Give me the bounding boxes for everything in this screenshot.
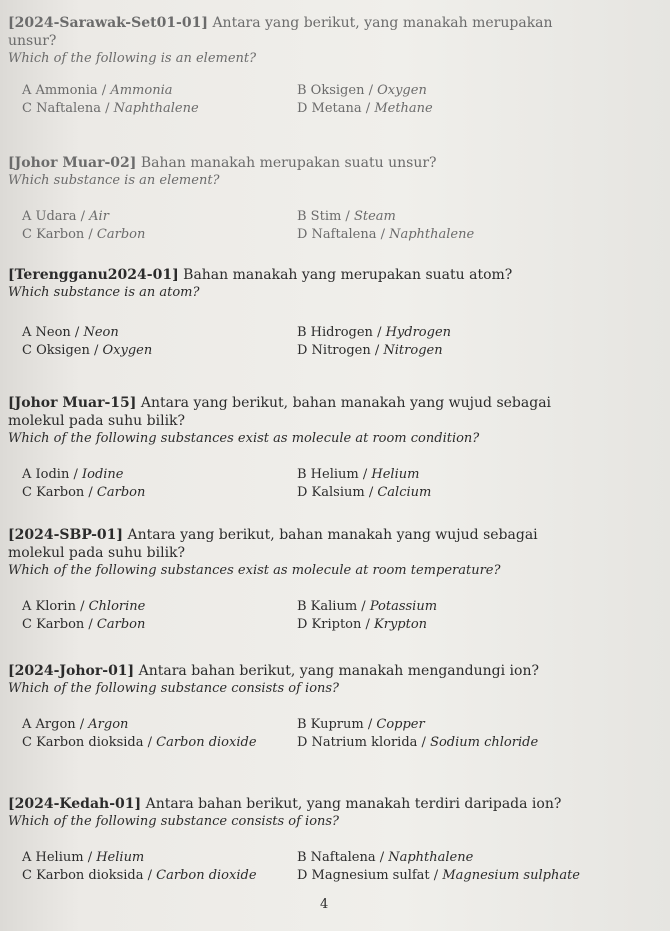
option-a: A Ammonia / Ammonia bbox=[22, 83, 173, 98]
options bbox=[8, 82, 663, 118]
question-text-en: Which of the following is an element? bbox=[8, 51, 257, 66]
option-row bbox=[8, 484, 663, 502]
question-2-stem bbox=[8, 154, 663, 172]
question-text-ms: Bahan manakah merupakan suatu unsur? bbox=[140, 155, 437, 171]
question-tag: [2024-Kedah-01] bbox=[8, 796, 142, 812]
option-b: B Helium / Helium bbox=[297, 467, 420, 482]
question-4-stem bbox=[8, 394, 663, 412]
option-row bbox=[8, 849, 663, 867]
option-row bbox=[8, 82, 663, 100]
option-a: A Iodin / Iodine bbox=[22, 467, 124, 482]
question-text-ms-cont: molekul pada suhu bilik? bbox=[8, 413, 186, 429]
question-text-en: Which of the following substance consists of ions? bbox=[8, 814, 340, 829]
question-tag: [2024-Sarawak-Set01-01] bbox=[8, 15, 208, 31]
option-row bbox=[8, 342, 663, 360]
question-text-ms: Antara yang berikut, bahan manakah yang wujud sebagai bbox=[140, 395, 552, 411]
question-text-en: Which of the following substances exist as molecule at room condition? bbox=[8, 431, 480, 446]
option-row bbox=[8, 716, 663, 734]
question-7-stem bbox=[8, 795, 663, 813]
option-b: B Naftalena / Naphthalene bbox=[297, 850, 474, 865]
option-d: D Kalsium / Calcium bbox=[297, 485, 432, 500]
question-tag: [2024-Johor-01] bbox=[8, 663, 135, 679]
option-b: B Hidrogen / Hydrogen bbox=[297, 325, 452, 340]
options bbox=[8, 598, 663, 634]
option-b: B Kalium / Potassium bbox=[297, 599, 438, 614]
question-tag: [Terengganu2024-01] bbox=[8, 267, 179, 283]
options bbox=[8, 324, 663, 360]
option-d: D Naftalena / Naphthalene bbox=[297, 227, 475, 242]
question-3 bbox=[8, 266, 663, 360]
option-d: D Natrium klorida / Sodium chloride bbox=[297, 735, 539, 750]
question-tag: [Johor Muar-15] bbox=[8, 395, 137, 411]
options bbox=[8, 849, 663, 885]
question-text-ms: Antara yang berikut, yang manakah merupakan bbox=[212, 15, 553, 31]
option-b: B Stim / Steam bbox=[297, 209, 396, 224]
question-text-ms: Antara yang berikut, bahan manakah yang wujud sebagai bbox=[127, 527, 538, 543]
option-row bbox=[8, 208, 663, 226]
option-c: C Karbon / Carbon bbox=[22, 485, 146, 500]
options bbox=[8, 208, 663, 244]
option-row bbox=[8, 734, 663, 752]
option-c: C Karbon dioksida / Carbon dioxide bbox=[22, 735, 257, 750]
option-c: C Karbon dioksida / Carbon dioxide bbox=[22, 868, 257, 883]
option-a: A Klorin / Chlorine bbox=[22, 599, 146, 614]
option-row bbox=[8, 466, 663, 484]
page-number: 4 bbox=[320, 897, 329, 912]
option-a: A Udara / Air bbox=[22, 209, 109, 224]
option-b: B Oksigen / Oxygen bbox=[297, 83, 427, 98]
options bbox=[8, 716, 663, 752]
question-text-ms: Antara bahan berikut, yang manakah terdiri daripada ion? bbox=[145, 796, 562, 812]
question-text-ms-cont: unsur? bbox=[8, 33, 57, 49]
option-b: B Kuprum / Copper bbox=[297, 717, 425, 732]
question-6 bbox=[8, 662, 663, 752]
question-6-stem bbox=[8, 662, 663, 680]
question-text-ms-cont: molekul pada suhu bilik? bbox=[8, 545, 186, 561]
option-c: C Karbon / Carbon bbox=[22, 227, 146, 242]
option-d: D Magnesium sulfat / Magnesium sulphate bbox=[297, 868, 580, 883]
option-c: C Karbon / Carbon bbox=[22, 617, 146, 632]
option-d: D Metana / Methane bbox=[297, 101, 433, 116]
question-4 bbox=[8, 394, 663, 502]
option-a: A Helium / Helium bbox=[22, 850, 145, 865]
option-a: A Argon / Argon bbox=[22, 717, 129, 732]
options bbox=[8, 466, 663, 502]
option-row bbox=[8, 598, 663, 616]
question-text-en: Which of the following substances exist as molecule at room temperature? bbox=[8, 563, 501, 578]
option-a: A Neon / Neon bbox=[22, 325, 119, 340]
question-tag: [Johor Muar-02] bbox=[8, 155, 137, 171]
question-7 bbox=[8, 795, 663, 885]
option-d: D Nitrogen / Nitrogen bbox=[297, 343, 443, 358]
question-text-en: Which of the following substance consists of ions? bbox=[8, 681, 340, 696]
question-text-en: Which substance is an element? bbox=[8, 173, 220, 188]
option-row bbox=[8, 867, 663, 885]
option-c: C Oksigen / Oxygen bbox=[22, 343, 153, 358]
question-5-stem bbox=[8, 526, 663, 544]
option-c: C Naftalena / Naphthalene bbox=[22, 101, 199, 116]
question-text-ms: Bahan manakah yang merupakan suatu atom? bbox=[183, 267, 513, 283]
option-row bbox=[8, 616, 663, 634]
option-row bbox=[8, 226, 663, 244]
question-2 bbox=[8, 154, 663, 244]
option-row bbox=[8, 324, 663, 342]
question-tag: [2024-SBP-01] bbox=[8, 527, 124, 543]
option-d: D Kripton / Krypton bbox=[297, 617, 428, 632]
question-1 bbox=[8, 14, 663, 118]
question-1-stem bbox=[8, 14, 663, 32]
question-text-en: Which substance is an atom? bbox=[8, 285, 200, 300]
option-row bbox=[8, 100, 663, 118]
question-3-stem bbox=[8, 266, 663, 284]
question-text-ms: Antara bahan berikut, yang manakah mengandungi ion? bbox=[138, 663, 539, 679]
question-5 bbox=[8, 526, 663, 634]
